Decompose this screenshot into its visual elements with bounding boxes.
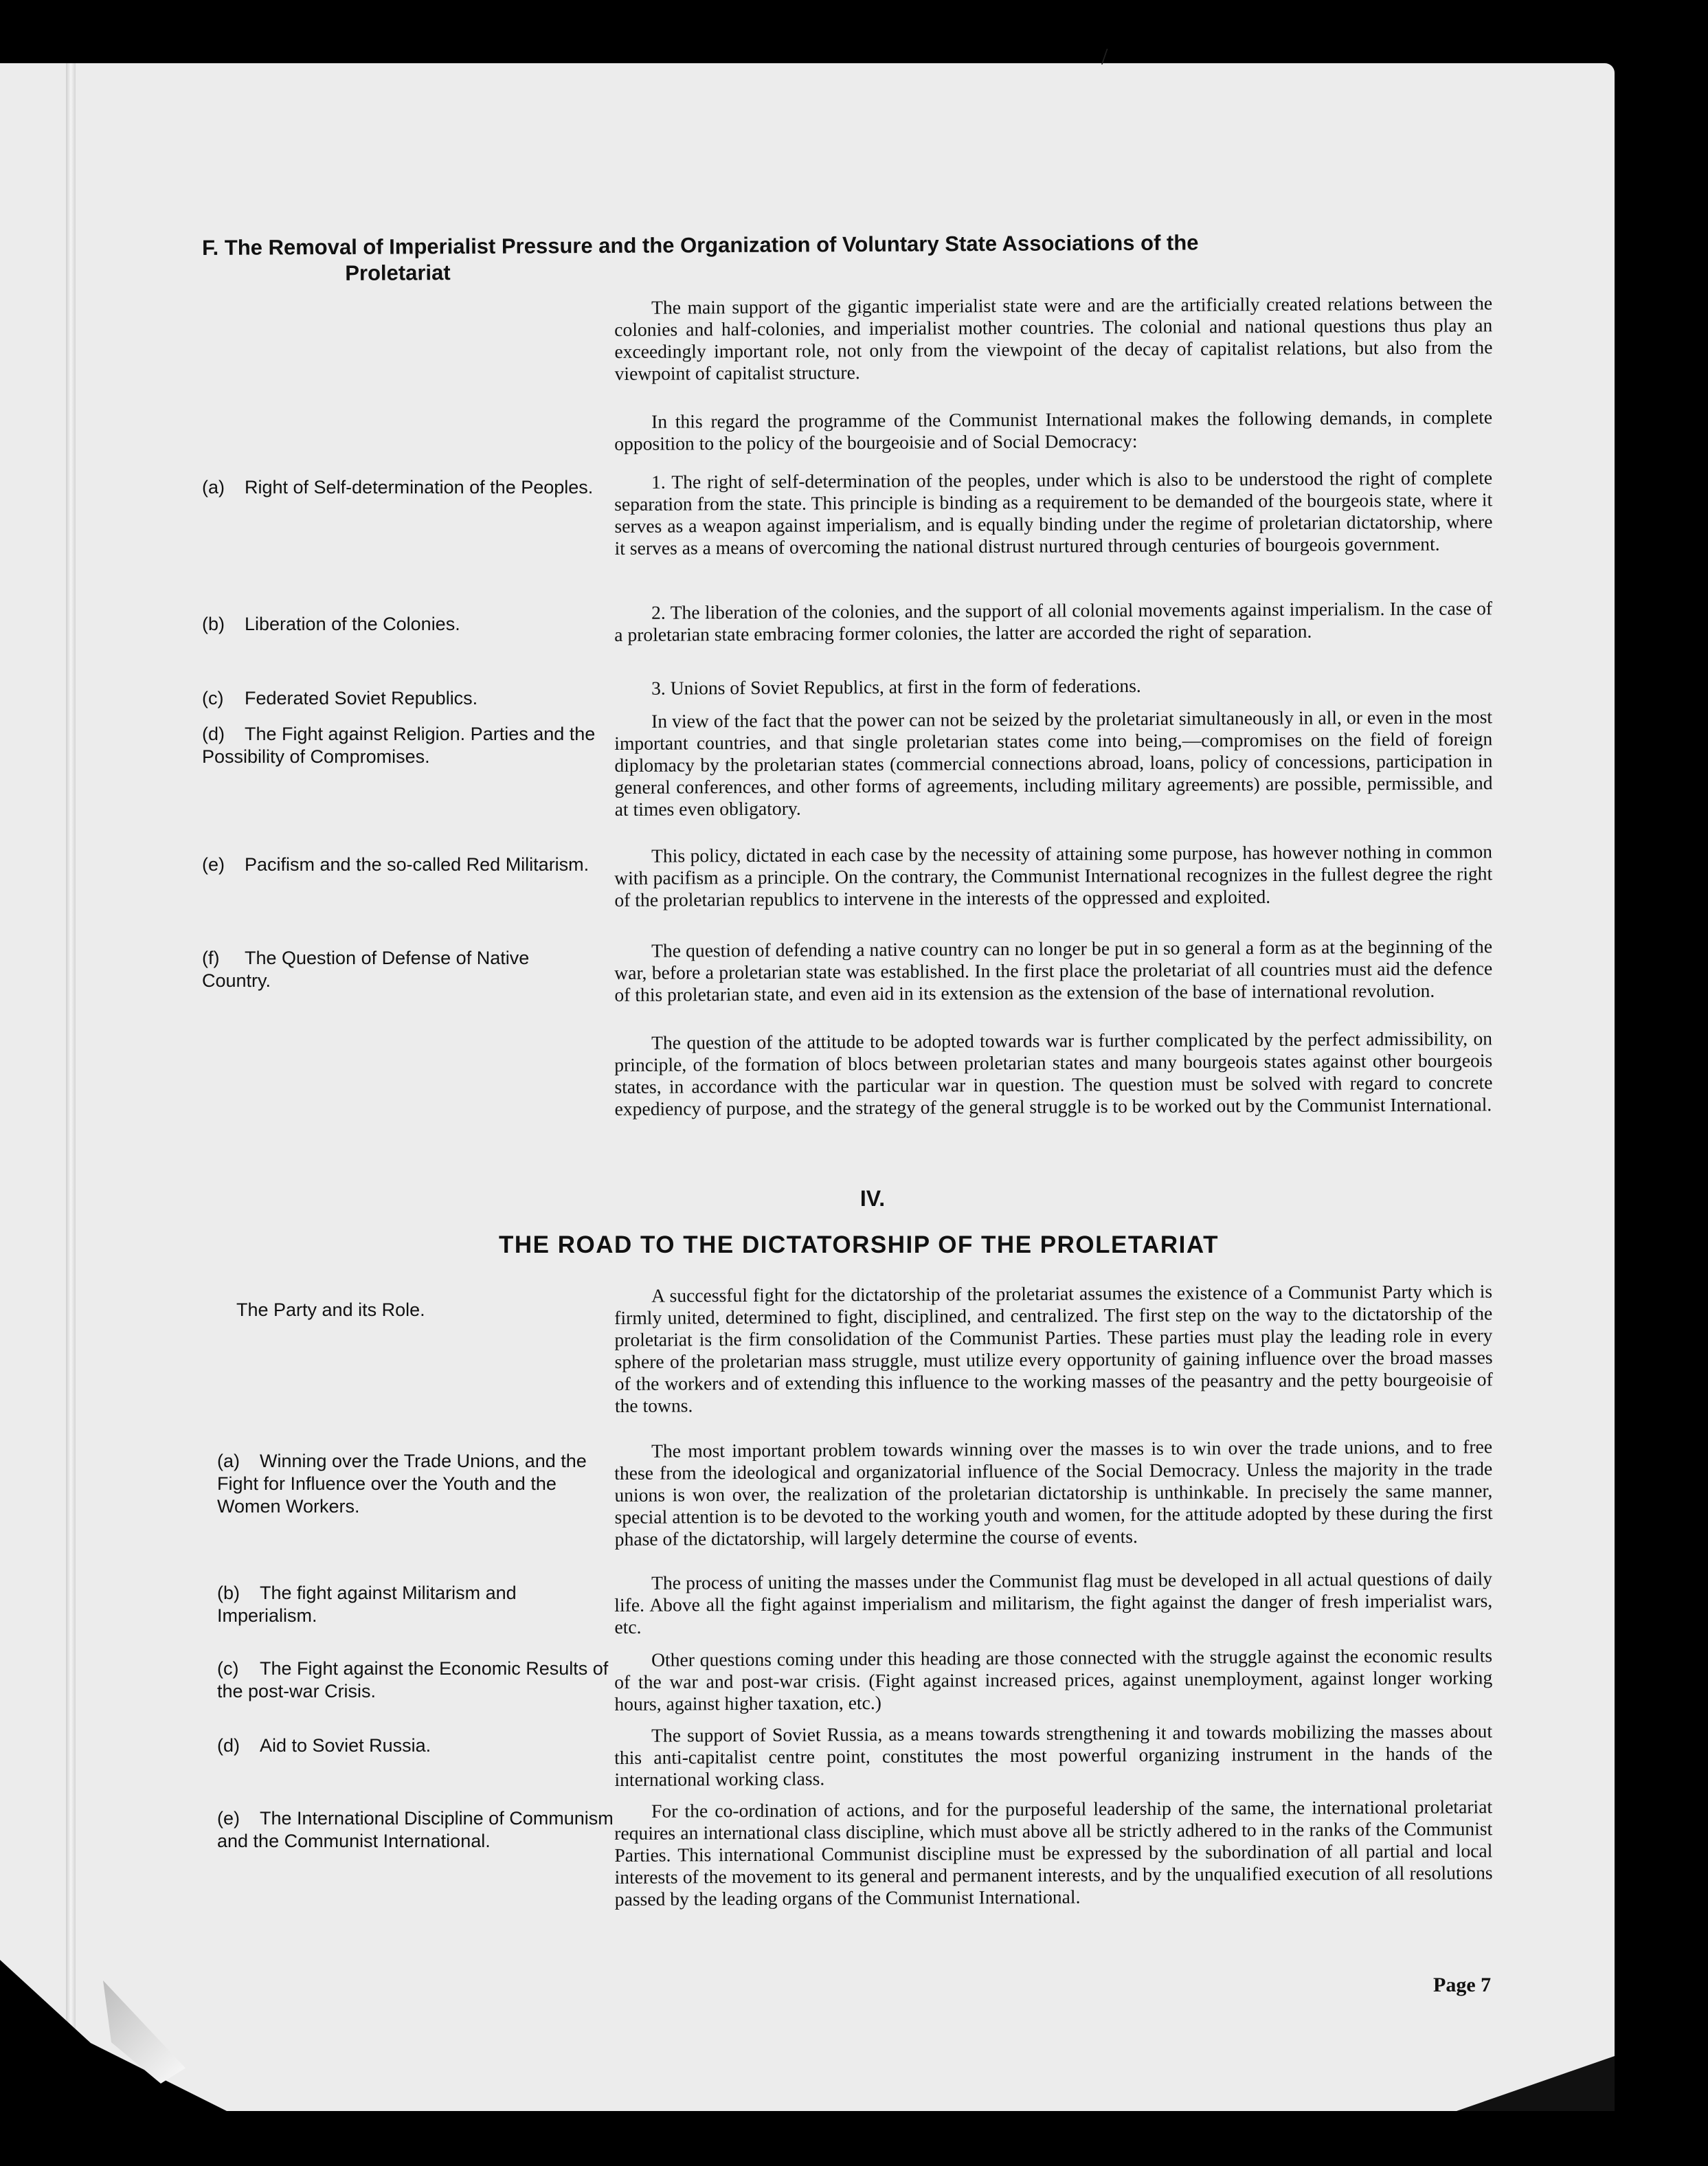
section-iv-paragraph: For the co-ordination of actions, and for the purposeful leadership of the same, the international proletariat requires an international class discipline, which must above all be strictly adhered to in the ranks of the Communist Parties. This international Communist discipline must be expressed by the subordination of all partial and local interests of the movement to its general and permanent interests, and by the unqualified execution of all resolutions passed by the leading organs of the Communist International. bbox=[614, 1796, 1493, 1910]
section-iv-paragraph: Other questions coming under this heading are those connected with the struggle against the economic results of the war and post-war crisis. (Fight against increased prices, against unemployment, against longer working hours, against higher taxation, etc.) bbox=[614, 1644, 1493, 1715]
margin-text: The International Discipline of Communism and the Communist International. bbox=[217, 1808, 614, 1851]
margin-label: (e) bbox=[217, 1808, 240, 1829]
section-iv-paragraph: A successful fight for the dictatorship of the proletariat assumes the existence of a Communist Party which is firmly united, determined to fight, disciplined, and centralized. The first step on the way to the dictatorship of the proletariat is the firm consolidation of the Communist Parties. These parties must play the leading role in every sphere of the proletarian mass struggle, must utilize every opportunity of gaining influence over the broad masses of the workers and of extending this influence to the working masses of the peasantry and the petty bourgeoisie of the towns. bbox=[614, 1280, 1493, 1416]
margin-label: (b) bbox=[217, 1583, 240, 1603]
margin-note-iv-d bbox=[217, 1734, 616, 1757]
section-iv-heading: THE ROAD TO THE DICTATORSHIP OF THE PROLETARIAT bbox=[499, 1231, 1219, 1258]
section-f-paragraph: In this regard the programme of the Communist International makes the following demands, in complete opposition to the policy of the bourgeoisie and of Social Democracy: bbox=[614, 406, 1493, 454]
margin-label: (c) bbox=[217, 1658, 239, 1679]
margin-note-iv-c bbox=[217, 1657, 616, 1703]
section-f-title-line1: F. The Removal of Imperialist Pressure and the Organization of Voluntary State Associations of the bbox=[202, 230, 1199, 260]
section-iv-paragraph: The support of Soviet Russia, as a means towards strengthening it and towards mobilizing the masses about this anti-capitalist centre point, constitutes the most powerful organizing instrument in the hands of the international working class. bbox=[614, 1720, 1493, 1790]
section-f-paragraph: This policy, dictated in each case by the necessity of attaining some purpose, has however nothing in common with pacifism as a principle. On the contrary, the Communist International recognizes in the fullest degree the right of the proletarian republics to intervene in the interests of the oppressed and exploited. bbox=[614, 840, 1493, 911]
section-f-paragraph: 2. The liberation of the colonies, and the support of all colonial movements against imperialism. In the case of a proletarian state embracing former colonies, the latter are accorded the right of separation. bbox=[614, 597, 1493, 645]
margin-text: The Fight against the Economic Results of the post-war Crisis. bbox=[217, 1658, 609, 1701]
margin-text: Federated Soviet Republics. bbox=[245, 688, 478, 708]
section-f-paragraph: The question of the attitude to be adopted towards war is further complicated by the perfect admissibility, on principle, of the formation of blocs between proletarian states and many bourgeois states against other bourgeois states, in accordance with the particular war in question. The question must be solved with regard to concrete expediency of purpose, and the strategy of the general struggle is to be worked out by the Communist International. bbox=[614, 1027, 1493, 1119]
pencil-mark: / bbox=[1101, 44, 1108, 69]
margin-note-f-d bbox=[202, 723, 600, 768]
margin-text: The fight against Militarism and Imperialism. bbox=[217, 1583, 517, 1626]
section-f-title bbox=[202, 228, 1480, 287]
margin-label: (d) bbox=[217, 1735, 240, 1756]
margin-label: (c) bbox=[202, 688, 224, 708]
margin-label: (a) bbox=[217, 1451, 240, 1471]
margin-note-party-role: The Party and its Role. bbox=[236, 1299, 425, 1320]
page-number: Page 7 bbox=[1433, 1974, 1492, 1996]
section-iv-paragraph: The process of uniting the masses under the Communist flag must be developed in all actual questions of daily life. Above all the fight against imperialism and militarism, the fight against the danger of fresh imperialist wars, etc. bbox=[614, 1567, 1493, 1638]
margin-text: The Question of Defense of Native Country. bbox=[202, 948, 530, 991]
margin-note-iv-b bbox=[217, 1582, 616, 1627]
margin-note-iv-a bbox=[217, 1450, 616, 1518]
margin-label: (f) bbox=[202, 948, 220, 968]
section-f-paragraph: The question of defending a native country can no longer be put in so general a form as at the beginning of the war, before a proletarian state was established. In the first place the proletariat of all countries must aid the defence of this proletarian state, and even aid in its extension as the extension of the base of international revolution. bbox=[614, 935, 1493, 1005]
section-iv-paragraph: The most important problem towards winning over the masses is to win over the trade unions, and to free these from the ideological and organizatorial influence of the Social Democracy. Unless the majority in the trade unions is won over, the realization of the proletarian dictatorship is unthinkable. In precisely the same manner, special attention is to be devoted to the working youth and women, for the attitude adopted by these during the first phase of the dictatorship, will largely determine the course of events. bbox=[614, 1436, 1493, 1550]
margin-text: Liberation of the Colonies. bbox=[245, 614, 460, 634]
margin-label: (b) bbox=[202, 614, 225, 634]
section-f-title-line2: Proletariat bbox=[345, 260, 451, 285]
section-f-paragraph: 3. Unions of Soviet Republics, at first in the form of federations. bbox=[651, 674, 1141, 699]
section-f-paragraph: The main support of the gigantic imperialist state were and are the artificially created relations between the colonies and half-colonies, and imperialist mother countries. The colonial and national questions thus play an exceedingly important role, not only from the viewpoint of the decay of capitalist relations, but also from the viewpoint of capitalist structure. bbox=[614, 292, 1493, 384]
margin-note-f-e bbox=[202, 853, 600, 876]
margin-note-f-b bbox=[202, 613, 600, 636]
margin-note-f-a bbox=[202, 476, 600, 499]
section-f-paragraph: In view of the fact that the power can not be seized by the proletariat simultaneously in all, or even in the most important countries, and that single proletarian states come into being,—compromises on the field of foreign diplomacy by the proletarian states (commercial connections abroad, loans, policy of concessions, participation in general conferences, and other forms of agreements, including military agreements) are possible, permissible, and at times even obligatory. bbox=[614, 706, 1493, 820]
section-iv-numeral: IV. bbox=[859, 1186, 886, 1211]
margin-text: Aid to Soviet Russia. bbox=[260, 1735, 431, 1756]
margin-note-iv-e bbox=[217, 1807, 616, 1853]
margin-text: Pacifism and the so-called Red Militarism. bbox=[245, 854, 589, 875]
margin-text: Right of Self-determination of the Peoples. bbox=[245, 477, 594, 498]
bottom-edge-shadow bbox=[1457, 2056, 1615, 2111]
margin-label: (e) bbox=[202, 854, 225, 875]
page-fold-shadow bbox=[66, 63, 76, 2111]
margin-note-f-c bbox=[202, 687, 600, 710]
margin-note-f-f bbox=[202, 947, 600, 992]
margin-text: The Fight against Religion. Parties and the Possibility of Compromises. bbox=[202, 724, 596, 767]
margin-label: (a) bbox=[202, 477, 225, 498]
margin-text: Winning over the Trade Unions, and the Fight for Influence over the Youth and the Women Workers. bbox=[217, 1451, 587, 1517]
margin-label: (d) bbox=[202, 724, 225, 744]
section-f-paragraph: 1. The right of self-determination of the peoples, under which is also to be understood the right of complete separation from the state. This principle is binding as a requirement to be demanded of the bourgeois state, where it serves as a weapon against imperialism, and is equally binding under the regime of proletarian dictatorship, where it serves as a means of overcoming the national distrust nurtured through centuries of bourgeois government. bbox=[614, 467, 1493, 559]
